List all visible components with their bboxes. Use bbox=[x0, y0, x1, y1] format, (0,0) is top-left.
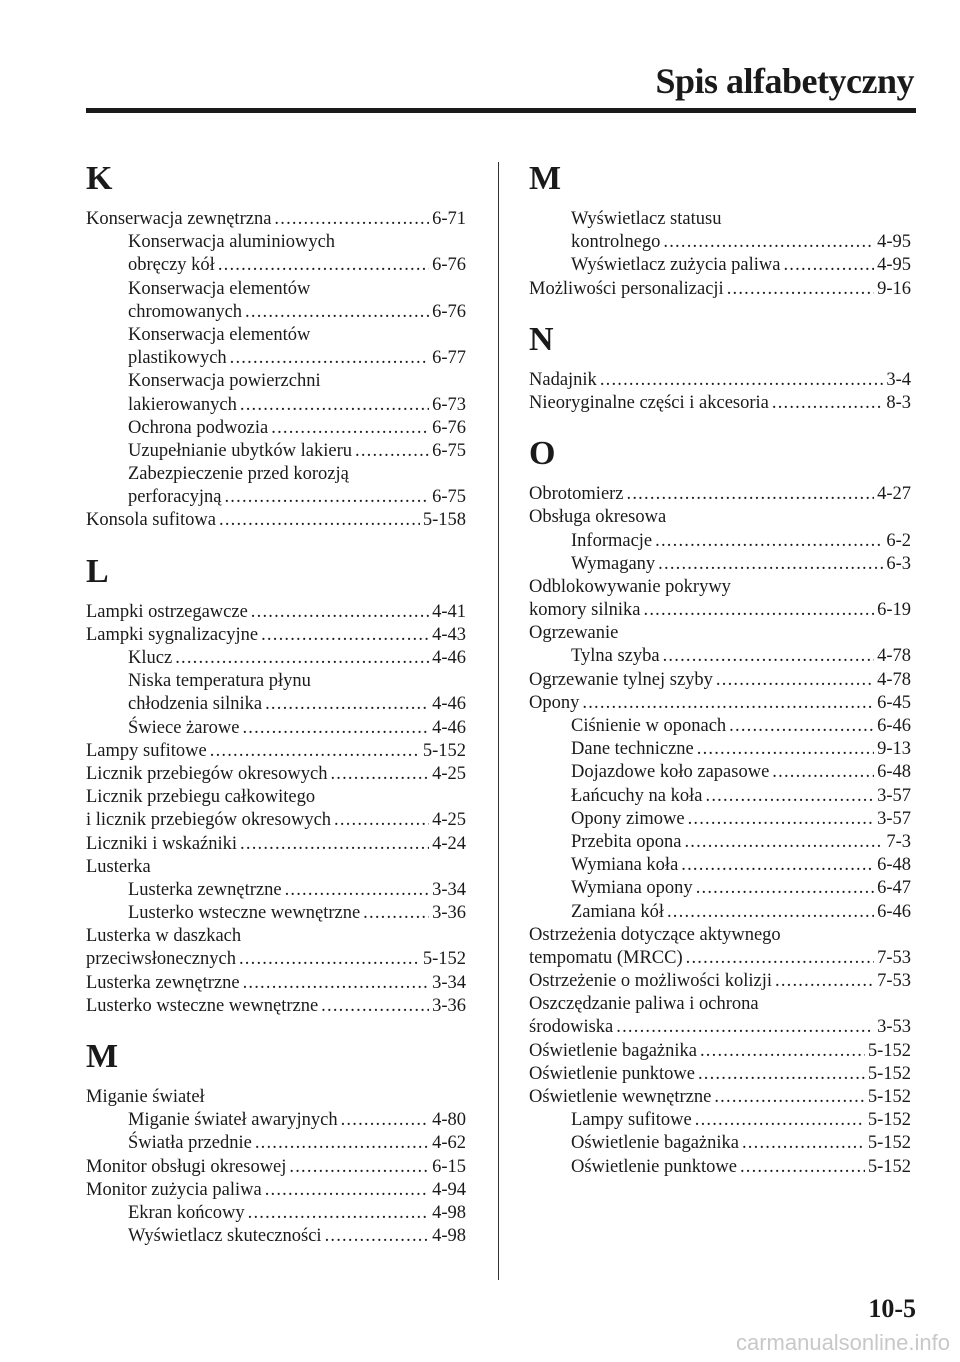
entry-page: 6-46 bbox=[877, 716, 911, 736]
leader-dots bbox=[772, 761, 874, 784]
leader-dots bbox=[600, 369, 884, 392]
entry-text: Lusterka zewnętrzne bbox=[128, 879, 282, 900]
entry-page: 7-53 bbox=[877, 971, 911, 992]
entry-text: Wymiana koła bbox=[571, 855, 679, 876]
section-letter: N bbox=[529, 320, 554, 358]
entry-text: Zamiana kół bbox=[571, 901, 664, 922]
entry-text: Monitor obsługi okresowej bbox=[86, 1156, 287, 1177]
index-subentry bbox=[86, 324, 466, 347]
index-entry bbox=[86, 763, 466, 786]
entry-text: środowiska bbox=[529, 1017, 614, 1038]
entry-text: przeciwsłonecznych bbox=[86, 949, 236, 970]
entry-page: 6-75 bbox=[432, 440, 466, 461]
section-gap bbox=[529, 415, 911, 425]
index-entry bbox=[86, 740, 466, 763]
entry-page: 4-95 bbox=[877, 232, 911, 253]
entry-text: Liczniki i wskaźniki bbox=[86, 833, 238, 854]
index-subentry bbox=[529, 208, 911, 231]
entry-text: Lusterka bbox=[86, 856, 151, 877]
entry-page: 3-34 bbox=[432, 972, 466, 993]
entry-text: tempomatu (MRCC) bbox=[529, 947, 683, 968]
entry-text: kontrolnego bbox=[571, 232, 661, 253]
leader-dots bbox=[663, 231, 874, 254]
entry-text: Dane techniczne bbox=[571, 739, 694, 760]
index-entry bbox=[529, 369, 911, 392]
index-entry bbox=[529, 506, 911, 529]
leader-dots bbox=[775, 970, 874, 993]
index-subentry bbox=[529, 761, 911, 784]
entry-text: Wymagany bbox=[571, 553, 656, 574]
entry-page: 4-98 bbox=[432, 1226, 466, 1247]
entry-text: Konserwacja aluminiowych bbox=[128, 232, 336, 253]
entry-page: 4-62 bbox=[432, 1133, 466, 1154]
entry-text: Ogrzewanie bbox=[529, 623, 619, 644]
index-entry bbox=[529, 970, 911, 993]
entry-text: Ochrona podwozia bbox=[128, 417, 269, 438]
leader-dots bbox=[219, 509, 420, 532]
entry-page: 4-27 bbox=[877, 484, 911, 505]
index-entry bbox=[86, 995, 466, 1018]
entry-page: 4-78 bbox=[877, 646, 911, 667]
entry-page: 3-34 bbox=[432, 879, 466, 900]
entry-page: 4-80 bbox=[432, 1110, 466, 1131]
index-subentry bbox=[86, 394, 466, 417]
leader-dots bbox=[321, 995, 429, 1018]
index-entry bbox=[529, 924, 911, 947]
entry-page: 3-36 bbox=[432, 903, 466, 924]
entry-text: Konserwacja powierzchni bbox=[128, 371, 321, 392]
entry-text: Opony zimowe bbox=[571, 808, 685, 829]
section-letter: O bbox=[529, 435, 556, 473]
entry-text: Konserwacja elementów bbox=[128, 278, 311, 299]
entry-page: 4-46 bbox=[432, 717, 466, 738]
entry-page: 6-75 bbox=[432, 487, 466, 508]
leader-dots bbox=[255, 1132, 429, 1155]
entry-page: 4-46 bbox=[432, 648, 466, 668]
leader-dots bbox=[265, 1179, 429, 1202]
entry-page: 4-98 bbox=[432, 1202, 466, 1223]
entry-page: 3-57 bbox=[877, 808, 911, 829]
leader-dots bbox=[698, 1063, 865, 1086]
entry-text: chromowanych bbox=[128, 301, 243, 322]
leader-dots bbox=[224, 486, 429, 509]
entry-page: 7-53 bbox=[877, 947, 911, 968]
entry-text: Opony bbox=[529, 692, 580, 713]
entry-page: 4-95 bbox=[877, 255, 911, 276]
leader-dots bbox=[265, 693, 429, 716]
index-subentry bbox=[529, 715, 911, 738]
entry-text: Ostrzeżenie o możliwości kolizji bbox=[529, 971, 772, 992]
index-subentry bbox=[86, 1132, 466, 1155]
entry-page: 6-45 bbox=[877, 692, 911, 713]
entry-text: Nieoryginalne części i akcesoria bbox=[529, 392, 769, 413]
section-letter: M bbox=[529, 160, 562, 197]
entry-text: Informacje bbox=[571, 530, 653, 551]
index-subentry bbox=[529, 530, 911, 553]
index-entry bbox=[529, 576, 911, 599]
leader-dots bbox=[175, 647, 429, 670]
index-subentry bbox=[86, 902, 466, 925]
entry-text: Licznik przebiegów okresowych bbox=[86, 763, 328, 784]
leader-dots bbox=[681, 854, 874, 877]
entry-text: Oświetlenie punktowe bbox=[571, 1156, 737, 1177]
leader-dots bbox=[218, 254, 429, 277]
leader-dots bbox=[684, 831, 883, 854]
entry-text: Monitor zużycia paliwa bbox=[86, 1179, 262, 1200]
index-entry bbox=[86, 786, 466, 809]
entry-page: 6-3 bbox=[886, 553, 911, 574]
leader-dots bbox=[325, 1225, 430, 1248]
entry-page: 6-76 bbox=[432, 301, 466, 322]
entry-text: plastikowych bbox=[128, 348, 227, 369]
index-subentry bbox=[529, 785, 911, 808]
index-entry bbox=[86, 856, 466, 879]
index-subentry bbox=[529, 1156, 911, 1179]
leader-dots bbox=[330, 763, 429, 786]
entry-page: 5-152 bbox=[867, 1040, 911, 1061]
entry-text: Oświetlenie wewnętrzne bbox=[529, 1087, 712, 1107]
section-gap bbox=[86, 1018, 466, 1028]
index-subentry bbox=[86, 301, 466, 324]
entry-page: 4-46 bbox=[432, 694, 466, 715]
index-subentry bbox=[529, 854, 911, 877]
entry-page: 6-76 bbox=[432, 255, 466, 276]
entry-text: Wyświetlacz statusu bbox=[571, 209, 722, 229]
leader-dots bbox=[727, 278, 874, 301]
leader-dots bbox=[243, 972, 430, 995]
entry-text: Miganie świateł bbox=[86, 1087, 205, 1107]
entry-page: 3-4 bbox=[886, 369, 911, 390]
leader-dots bbox=[742, 1132, 865, 1155]
leader-dots bbox=[242, 717, 429, 740]
index-entry bbox=[86, 624, 466, 647]
index-subentry bbox=[86, 1202, 466, 1225]
entry-text: Klucz bbox=[128, 648, 173, 668]
entry-page: 3-36 bbox=[432, 995, 466, 1016]
entry-text: Odblokowywanie pokrywy bbox=[529, 576, 731, 597]
index-entry bbox=[86, 1156, 466, 1179]
entry-text: i licznik przebiegów okresowych bbox=[86, 810, 332, 831]
leader-dots bbox=[740, 1156, 865, 1179]
leader-dots bbox=[695, 1109, 865, 1132]
leader-dots bbox=[289, 1156, 429, 1179]
entry-page: 4-41 bbox=[432, 601, 466, 622]
entry-page: 4-94 bbox=[432, 1179, 466, 1200]
entry-text: Oświetlenie punktowe bbox=[529, 1063, 695, 1084]
index-entry bbox=[529, 993, 911, 1016]
section-gap bbox=[86, 533, 466, 543]
leader-dots bbox=[245, 301, 429, 324]
index-entry bbox=[86, 1179, 466, 1202]
index-subentry bbox=[529, 738, 911, 761]
index-entry bbox=[529, 1086, 911, 1109]
entry-text: Ogrzewanie tylnej szyby bbox=[529, 669, 713, 690]
index-subentry bbox=[529, 645, 911, 668]
page-title: Spis alfabetyczny bbox=[655, 61, 914, 101]
entry-page: 6-15 bbox=[432, 1156, 466, 1177]
index-entry bbox=[529, 278, 911, 301]
header-rule bbox=[86, 108, 916, 113]
entry-page: 4-25 bbox=[432, 810, 466, 831]
section-letter: K bbox=[86, 160, 113, 197]
entry-text: Niska temperatura płynu bbox=[128, 671, 311, 692]
index-subentry bbox=[529, 877, 911, 900]
entry-page: 5-152 bbox=[867, 1087, 911, 1107]
index-subentry bbox=[86, 231, 466, 254]
entry-text: Przebita opona bbox=[571, 831, 682, 852]
index-subentry bbox=[86, 486, 466, 509]
entry-page: 4-24 bbox=[432, 833, 466, 854]
watermark: carmanualsonline.info bbox=[735, 1330, 950, 1355]
entry-text: Światła przednie bbox=[128, 1133, 252, 1154]
leader-dots bbox=[729, 715, 874, 738]
leader-dots bbox=[644, 599, 875, 622]
entry-page: 6-77 bbox=[432, 348, 466, 369]
entry-text: Łańcuchy na koła bbox=[571, 785, 703, 806]
index-subentry bbox=[86, 647, 466, 670]
index-entry bbox=[86, 948, 466, 971]
entry-text: Wyświetlacz zużycia paliwa bbox=[571, 255, 781, 276]
entry-text: lakierowanych bbox=[128, 394, 237, 415]
entry-page: 4-43 bbox=[432, 624, 466, 645]
entry-page: 5-152 bbox=[867, 1133, 911, 1154]
index-entry bbox=[529, 392, 911, 415]
index-subentry bbox=[86, 347, 466, 370]
index-subentry bbox=[529, 1109, 911, 1132]
entry-page: 6-48 bbox=[877, 762, 911, 783]
leader-dots bbox=[285, 879, 430, 902]
leader-dots bbox=[716, 669, 874, 692]
leader-dots bbox=[334, 809, 429, 832]
index-entry bbox=[529, 1063, 911, 1086]
entry-text: Ostrzeżenia dotyczące aktywnego bbox=[529, 924, 781, 945]
entry-text: Nadajnik bbox=[529, 369, 597, 390]
entry-page: 9-13 bbox=[877, 739, 911, 760]
index-entry bbox=[529, 1040, 911, 1063]
leader-dots bbox=[230, 347, 429, 370]
entry-page: 5-158 bbox=[422, 510, 466, 531]
index-entry bbox=[86, 925, 466, 948]
leader-dots bbox=[210, 740, 420, 763]
leader-dots bbox=[706, 785, 875, 808]
leader-dots bbox=[251, 601, 429, 624]
entry-text: Obrotomierz bbox=[529, 484, 624, 505]
entry-text: komory silnika bbox=[529, 600, 641, 621]
index-subentry bbox=[86, 370, 466, 393]
leader-dots bbox=[655, 530, 883, 553]
entry-page: 3-57 bbox=[877, 785, 911, 806]
entry-page: 7-3 bbox=[886, 831, 911, 852]
section-gap bbox=[529, 301, 911, 311]
entry-text: Lampy sufitowe bbox=[86, 740, 207, 761]
entry-text: Dojazdowe koło zapasowe bbox=[571, 762, 770, 783]
entry-page: 5-152 bbox=[422, 949, 466, 970]
entry-text: Lusterko wsteczne wewnętrzne bbox=[128, 903, 361, 924]
leader-dots bbox=[240, 833, 429, 856]
index-entry bbox=[86, 833, 466, 856]
index-entry bbox=[86, 1086, 466, 1109]
entry-text: Oszczędzanie paliwa i ochrona bbox=[529, 994, 759, 1015]
index-entry bbox=[529, 669, 911, 692]
section-letter: M bbox=[86, 1038, 119, 1075]
entry-text: Ekran końcowy bbox=[128, 1202, 245, 1223]
page-number: 10-5 bbox=[868, 1294, 916, 1323]
index-subentry bbox=[529, 231, 911, 254]
entry-page: 6-73 bbox=[432, 394, 466, 415]
entry-text: Zabezpieczenie przed korozją bbox=[128, 464, 349, 485]
entry-text: Lusterko wsteczne wewnętrzne bbox=[86, 995, 319, 1016]
entry-page: 6-46 bbox=[877, 901, 911, 922]
leader-dots bbox=[261, 624, 429, 647]
entry-text: Licznik przebiegu całkowitego bbox=[86, 787, 316, 808]
entry-page: 4-25 bbox=[432, 763, 466, 784]
index-entry bbox=[86, 509, 466, 532]
entry-page: 8-3 bbox=[886, 392, 911, 413]
leader-dots bbox=[697, 738, 874, 761]
index-subentry bbox=[86, 1225, 466, 1248]
index-entry bbox=[529, 483, 911, 506]
entry-text: Lampki sygnalizacyjne bbox=[86, 624, 259, 645]
leader-dots bbox=[696, 877, 874, 900]
index-subentry bbox=[86, 278, 466, 301]
entry-text: Tylna szyba bbox=[571, 646, 660, 667]
leader-dots bbox=[667, 901, 874, 924]
entry-text: Świece żarowe bbox=[128, 717, 240, 738]
index-subentry bbox=[86, 463, 466, 486]
leader-dots bbox=[772, 392, 883, 415]
leader-dots bbox=[783, 254, 874, 277]
leader-dots bbox=[582, 692, 874, 715]
entry-text: Lusterka w daszkach bbox=[86, 926, 242, 947]
leader-dots bbox=[616, 1016, 874, 1039]
index-entry bbox=[86, 972, 466, 995]
index-subentry bbox=[86, 1109, 466, 1132]
index-entry bbox=[86, 809, 466, 832]
entry-page: 6-2 bbox=[886, 530, 911, 551]
entry-text: perforacyjną bbox=[128, 487, 222, 508]
entry-text: Obsługa okresowa bbox=[529, 507, 667, 528]
leader-dots bbox=[627, 483, 875, 506]
index-subentry bbox=[86, 254, 466, 277]
entry-text: Oświetlenie bagażnika bbox=[571, 1133, 739, 1154]
leader-dots bbox=[686, 947, 874, 970]
entry-page: 9-16 bbox=[877, 278, 911, 299]
index-subentry bbox=[86, 879, 466, 902]
index-subentry bbox=[86, 693, 466, 716]
entry-page: 6-47 bbox=[877, 878, 911, 899]
leader-dots bbox=[688, 808, 875, 831]
leader-dots bbox=[239, 948, 420, 971]
entry-page: 6-48 bbox=[877, 855, 911, 876]
index-entry bbox=[529, 622, 911, 645]
index-column-left bbox=[86, 150, 466, 1248]
entry-text: obręczy kół bbox=[128, 255, 215, 276]
leader-dots bbox=[663, 645, 874, 668]
entry-text: Możliwości personalizacji bbox=[529, 278, 724, 299]
entry-text: Konsola sufitowa bbox=[86, 510, 216, 531]
index-subentry bbox=[529, 831, 911, 854]
index-subentry bbox=[86, 417, 466, 440]
leader-dots bbox=[274, 208, 429, 231]
index-subentry bbox=[529, 1132, 911, 1155]
leader-dots bbox=[271, 417, 429, 440]
entry-page: 5-152 bbox=[867, 1156, 911, 1177]
entry-page: 5-152 bbox=[422, 740, 466, 761]
index-entry bbox=[529, 692, 911, 715]
index-subentry bbox=[86, 440, 466, 463]
entry-text: Miganie świateł awaryjnych bbox=[128, 1110, 338, 1131]
entry-text: chłodzenia silnika bbox=[128, 694, 263, 715]
leader-dots bbox=[714, 1086, 864, 1109]
entry-text: Lampy sufitowe bbox=[571, 1110, 692, 1131]
entry-page: 6-76 bbox=[432, 417, 466, 438]
entry-text: Ciśnienie w oponach bbox=[571, 716, 727, 736]
entry-text: Oświetlenie bagażnika bbox=[529, 1040, 697, 1061]
entry-page: 4-78 bbox=[877, 669, 911, 690]
section-letter: L bbox=[86, 552, 109, 590]
entry-page: 5-152 bbox=[867, 1110, 911, 1131]
leader-dots bbox=[363, 902, 429, 925]
leader-dots bbox=[240, 394, 429, 417]
entry-text: Lampki ostrzegawcze bbox=[86, 601, 248, 622]
leader-dots bbox=[658, 553, 883, 576]
column-divider bbox=[498, 162, 499, 1280]
index-subentry bbox=[529, 553, 911, 576]
index-entry bbox=[86, 601, 466, 624]
entry-page: 3-53 bbox=[877, 1017, 911, 1038]
leader-dots bbox=[700, 1040, 865, 1063]
leader-dots bbox=[341, 1109, 429, 1132]
index-column-right bbox=[529, 150, 911, 1179]
index-entry bbox=[86, 208, 466, 231]
index-entry bbox=[529, 1016, 911, 1039]
entry-page: 5-152 bbox=[867, 1063, 911, 1084]
index-subentry bbox=[529, 901, 911, 924]
index-subentry bbox=[529, 254, 911, 277]
leader-dots bbox=[355, 440, 429, 463]
entry-text: Lusterka zewnętrzne bbox=[86, 972, 240, 993]
index-subentry bbox=[86, 717, 466, 740]
entry-page: 6-19 bbox=[877, 600, 911, 621]
entry-page: 6-71 bbox=[432, 209, 466, 229]
leader-dots bbox=[248, 1202, 429, 1225]
entry-text: Uzupełnianie ubytków lakieru bbox=[128, 440, 352, 461]
index-entry bbox=[529, 947, 911, 970]
entry-text: Konserwacja elementów bbox=[128, 324, 311, 345]
index-entry bbox=[529, 599, 911, 622]
index-subentry bbox=[86, 670, 466, 693]
index-subentry bbox=[529, 808, 911, 831]
entry-text: Wymiana opony bbox=[571, 878, 693, 899]
entry-text: Konserwacja zewnętrzna bbox=[86, 209, 272, 229]
entry-text: Wyświetlacz skuteczności bbox=[128, 1226, 322, 1247]
